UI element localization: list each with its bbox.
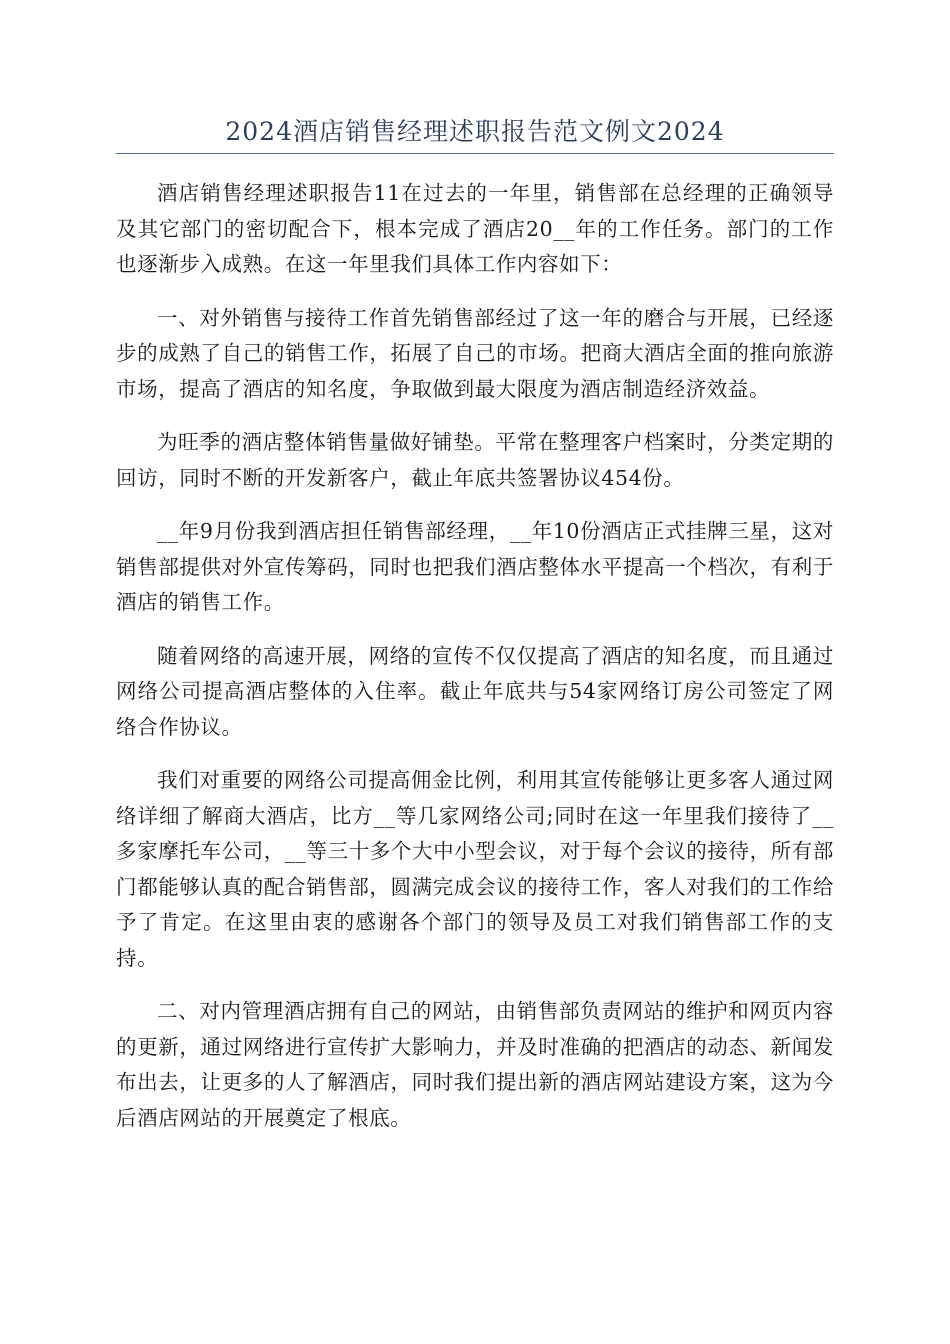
paragraph-peak-season: 为旺季的酒店整体销售量做好铺垫。平常在整理客户档案时，分类定期的回访，同时不断的开发新客户，截止年底共签署协议454份。 bbox=[116, 430, 834, 490]
paragraph-intro: 酒店销售经理述职报告11在过去的一年里，销售部在总经理的正确领导及其它部门的密切配合下，根本完成了酒店20__年的工作任务。部门的工作也逐渐步入成熟。在这一年里我们具体工作内容如下： bbox=[116, 181, 834, 276]
title-underline bbox=[116, 153, 834, 154]
document-body bbox=[116, 176, 834, 1154]
paragraph-internal-management: 二、对内管理酒店拥有自己的网站，由销售部负责网站的维护和网页内容的更新，通过网络进行宣传扩大影响力，并及时准确的把酒店的动态、新闻发布出去，让更多的人了解酒店，同时我们提出新的酒店网站建设方案，这为今后酒店网站的开展奠定了根底。 bbox=[116, 999, 834, 1130]
paragraph-three-star: __年9月份我到酒店担任销售部经理，__年10份酒店正式挂牌三星，这对销售部提供对外宣传筹码，同时也把我们酒店整体水平提高一个档次，有利于酒店的销售工作。 bbox=[116, 519, 834, 614]
document-title: 2024酒店销售经理述职报告范文例文2024 bbox=[225, 117, 725, 146]
paragraph-commission: 我们对重要的网络公司提高佣金比例，利用其宣传能够让更多客人通过网络详细了解商大酒店，比方__等几家网络公司;同时在这一年里我们接待了__多家摩托车公司，__等三十多个大中小型会议，对于每个会议的接待，所有部门都能够认真的配合销售部，圆满完成会议的接待工作，客人对我们的工作给予了肯定。在这里由衷的感谢各个部门的领导及员工对我们销售部工作的支持。 bbox=[116, 768, 834, 970]
paragraph-online-promotion: 随着网络的高速开展，网络的宣传不仅仅提高了酒店的知名度，而且通过网络公司提高酒店整体的入住率。截止年底共与54家网络订房公司签定了网络合作协议。 bbox=[116, 643, 834, 739]
paragraph-external-sales: 一、对外销售与接待工作首先销售部经过了这一年的磨合与开展，已经逐步的成熟了自己的销售工作，拓展了自己的市场。把商大酒店全面的推向旅游市场，提高了酒店的知名度，争取做到最大限度为酒店制造经济效益。 bbox=[116, 305, 834, 401]
